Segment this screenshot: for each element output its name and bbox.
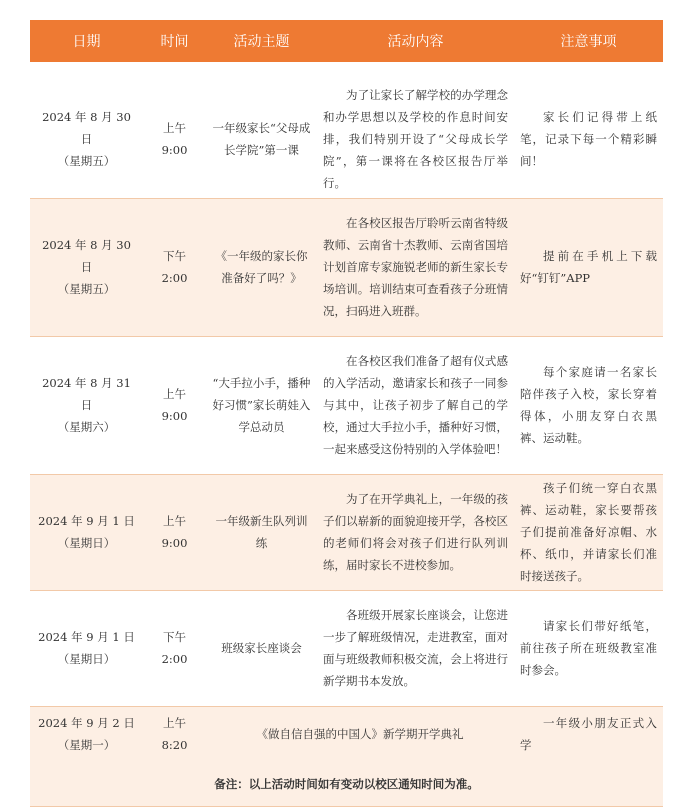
date-text: 2024 年 8 月 30 日: [42, 238, 131, 274]
table-header-row: [30, 20, 663, 62]
cell-notes: 孩子们统一穿白衣黑裤、运动鞋，家长要帮孩子们提前准备好凉帽、水杯、纸巾，并请家长们准时接送孩子。: [514, 474, 663, 590]
cell-theme: 一年级新生队列训练: [206, 474, 317, 590]
cell-time: 上午 9:00: [143, 336, 206, 474]
cell-time: 上午 9:00: [143, 80, 206, 198]
table-row: [30, 474, 663, 590]
cell-content: 各班级开展家长座谈会，让您进一步了解班级情况，走进教室，面对面与班级教师积极交流，会上将进行新学期书本发放。: [317, 590, 514, 706]
cell-time: 上午 8:20: [143, 706, 206, 762]
cell-notes: 提前在手机上下载好“钉钉”APP: [514, 198, 663, 336]
cell-theme: 一年级家长“父母成长学院”第一课: [206, 80, 317, 198]
cell-theme: 《一年级的家长你准备好了吗？》: [206, 198, 317, 336]
spacer-row: [30, 62, 663, 80]
table-row: [30, 336, 663, 474]
date-text: 2024 年 8 月 30 日: [42, 109, 131, 146]
cell-notes: 家长们记得带上纸笔，记录下每一个精彩瞬间！: [514, 80, 663, 198]
cell-date: [30, 80, 143, 198]
cell-theme: 班级家长座谈会: [206, 590, 317, 706]
weekday-text: （星期日）: [57, 536, 116, 550]
schedule-table: [30, 20, 663, 807]
cell-date: [30, 474, 143, 590]
table-row: [30, 590, 663, 706]
header-content: 活动内容: [317, 20, 514, 62]
cell-time: 下午 2:00: [143, 590, 206, 706]
date-text: 2024 年 9 月 1 日: [38, 514, 135, 528]
footnote: 备注：以上活动时间如有变动以校区通知时间为准。: [30, 762, 663, 807]
cell-content: 为了让家长了解学校的办学理念和办学思想以及学校的作息时间安排，我们特别开设了“父母成长学院”，第一课将在各校区报告厅举行。: [317, 80, 514, 198]
schedule-container: [30, 20, 663, 791]
table-row: [30, 198, 663, 336]
header-theme: 活动主题: [206, 20, 317, 62]
cell-date: [30, 706, 143, 762]
header-notes: 注意事项: [514, 20, 663, 62]
date-text: 2024 年 8 月 31 日: [42, 376, 131, 412]
cell-time: 上午 9:00: [143, 474, 206, 590]
weekday-text: （星期六）: [57, 420, 116, 434]
date-text: 2024 年 9 月 1 日: [38, 630, 135, 644]
header-time: 时间: [143, 20, 206, 62]
weekday-text: （星期五）: [57, 153, 116, 168]
cell-content: 在各校区我们准备了超有仪式感的入学活动，邀请家长和孩子一同参与其中，让孩子初步了解自己的学校，通过大手拉小手，播种好习惯，一起来感受这份特别的入学体验吧！: [317, 336, 514, 474]
date-text: 2024 年 9 月 2 日: [38, 716, 135, 731]
cell-notes: 每个家庭请一名家长陪伴孩子入校，家长穿着得体，小朋友穿白衣黑裤、运动鞋。: [514, 336, 663, 474]
cell-date: [30, 590, 143, 706]
table-row: [30, 80, 663, 198]
cell-date: [30, 198, 143, 336]
cell-notes: 请家长们带好纸笔，前往孩子所在班级教室准时参会。: [514, 590, 663, 706]
weekday-text: （星期日）: [57, 652, 116, 666]
table-row: [30, 706, 663, 762]
cell-time: 下午 2:00: [143, 198, 206, 336]
cell-content: 为了在开学典礼上，一年级的孩子们以崭新的面貌迎接开学，各校区的老师们将会对孩子们进行队列训练，届时家长不进校参加。: [317, 474, 514, 590]
footnote-row: [30, 762, 663, 807]
cell-notes: 一年级小朋友正式入学: [514, 706, 663, 762]
cell-content: 在各校区报告厅聆听云南省特级教师、云南省十杰教师、云南省国培计划首席专家施锐老师的新生家长专场培训。培训结束可查看孩子分班情况，扫码进入班群。: [317, 198, 514, 336]
header-date: 日期: [30, 20, 143, 62]
weekday-text: （星期一）: [57, 738, 116, 753]
cell-theme-content: 《做自信自强的中国人》新学期开学典礼: [206, 706, 514, 762]
cell-theme: “大手拉小手，播种好习惯”家长萌娃入学总动员: [206, 336, 317, 474]
weekday-text: （星期五）: [57, 282, 116, 296]
cell-date: [30, 336, 143, 474]
